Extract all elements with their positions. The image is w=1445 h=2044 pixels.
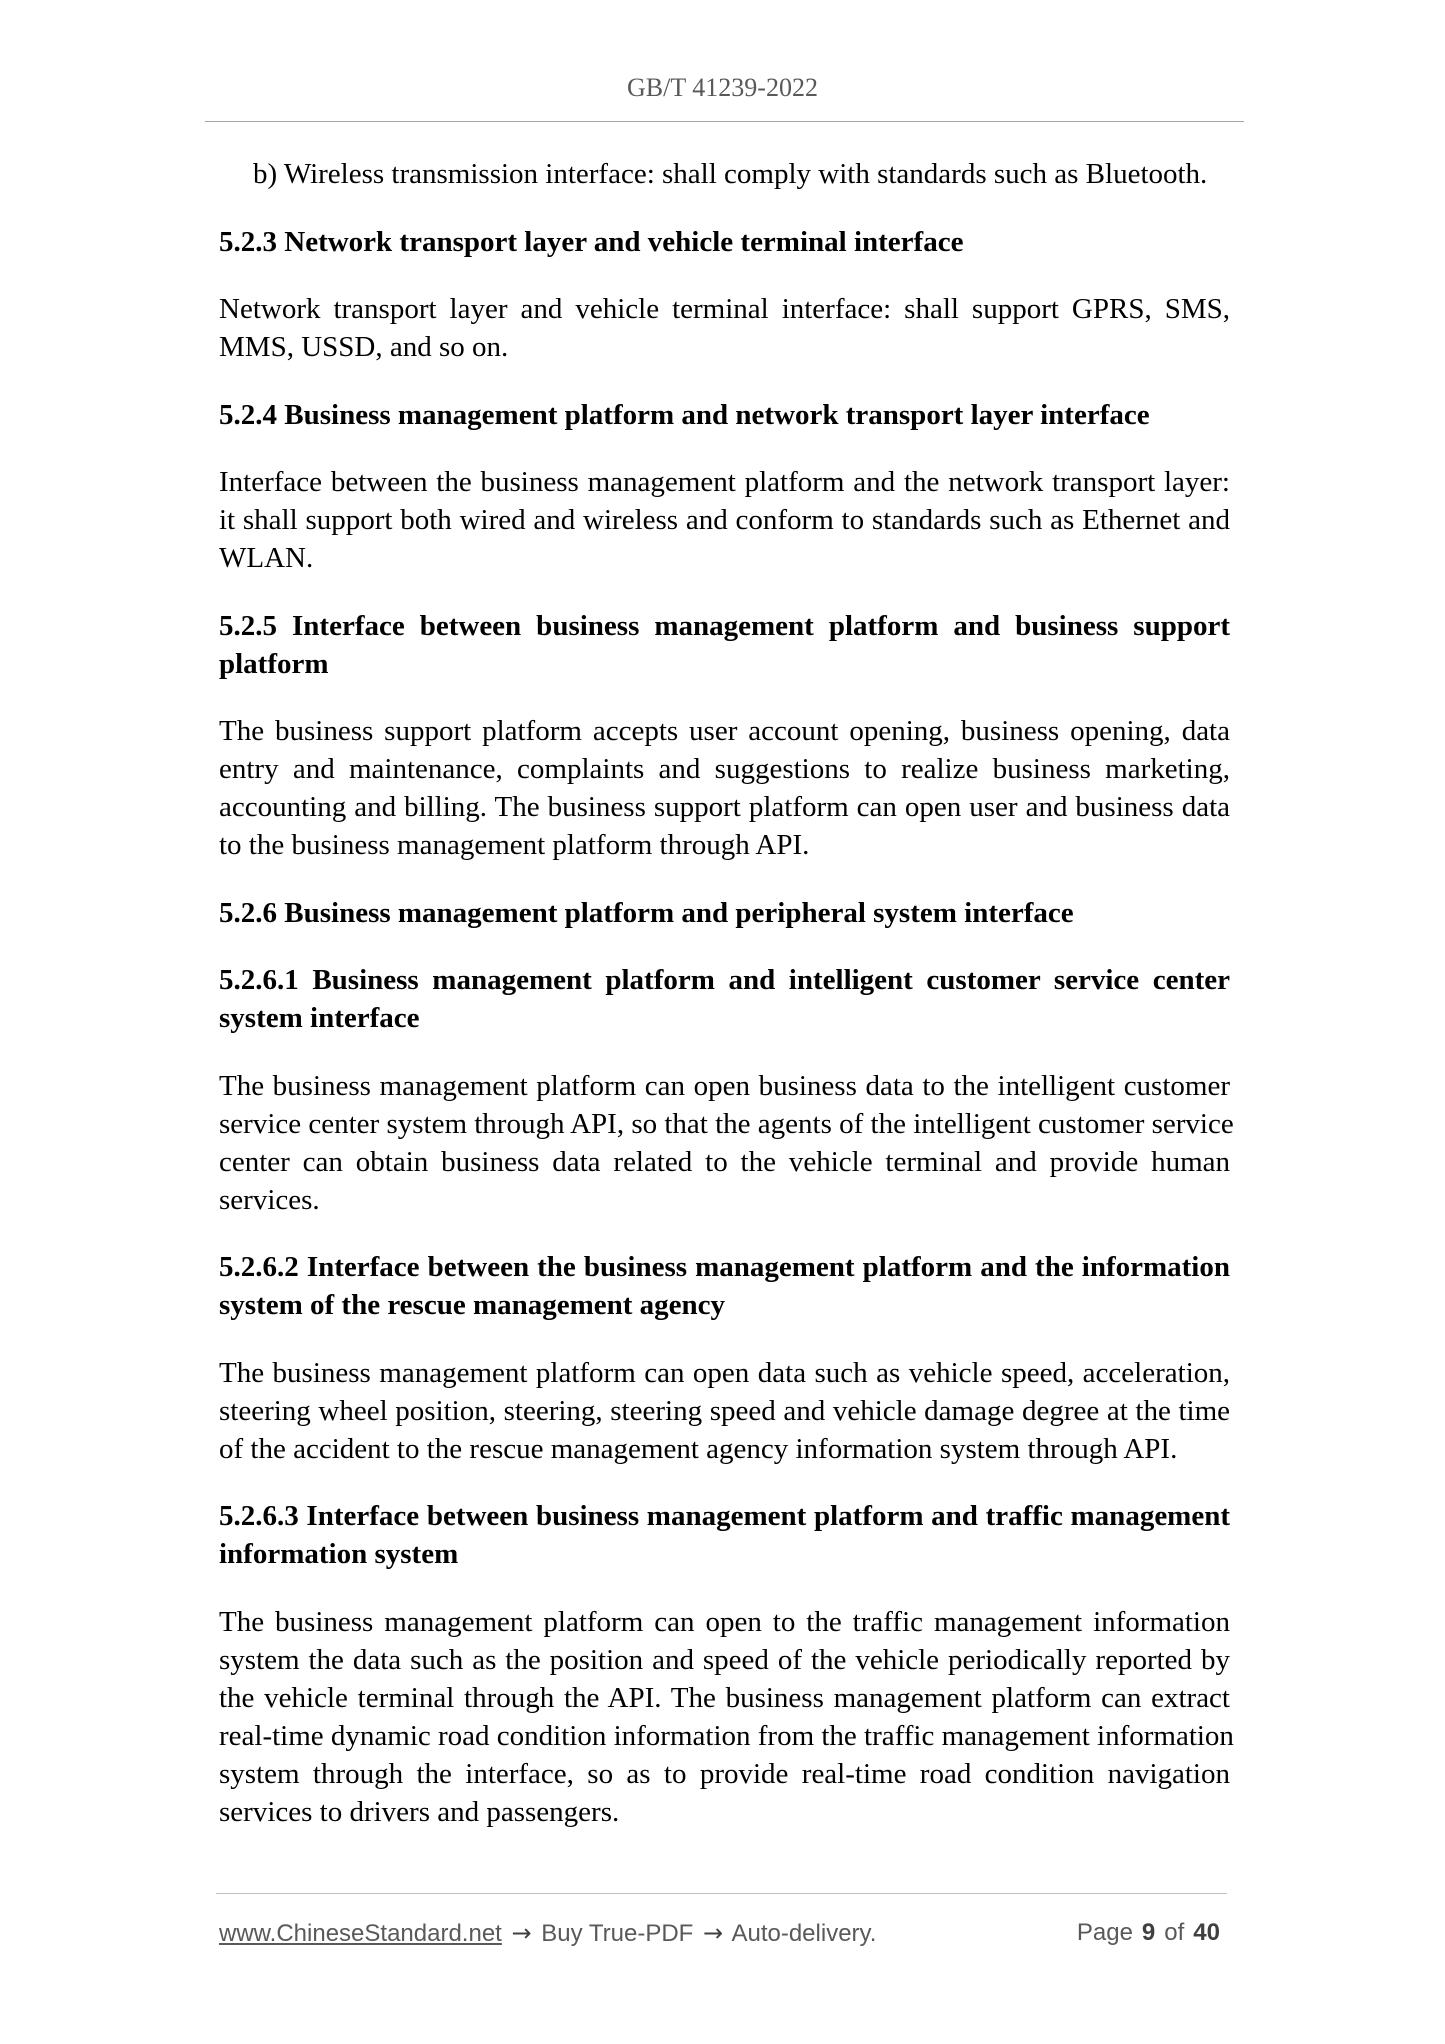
paragraph xyxy=(219,463,1230,577)
paragraph xyxy=(219,1067,1234,1219)
section-heading xyxy=(219,396,1230,434)
paragraph xyxy=(219,712,1230,864)
text-line: steering wheel position, steering, steering speed and vehicle damage degree at the time xyxy=(219,1394,1230,1427)
section-heading xyxy=(219,607,1230,683)
text-line: accounting and billing. The business support platform can open user and business data xyxy=(219,791,1230,823)
text-line: center can obtain business data related to the vehicle terminal and provide human xyxy=(219,1145,1230,1178)
text-line: MMS, USSD, and so on. xyxy=(219,331,509,363)
page-label: Page xyxy=(1076,1919,1133,1946)
text-line: system through the interface, so as to provide real-time road condition navigation xyxy=(219,1757,1230,1790)
list-item xyxy=(219,155,1230,193)
text-line: The business support platform accepts user account opening, business opening, data xyxy=(219,715,1230,747)
text-line: to the business management platform through API. xyxy=(219,829,810,861)
arrow-right-icon: → xyxy=(511,1919,532,1947)
section-heading xyxy=(219,1248,1230,1324)
text-line: services to drivers and passengers. xyxy=(219,1795,620,1828)
text-line: it shall support both wired and wireless and conform to standards such as Ethernet and xyxy=(219,504,1230,536)
section-heading xyxy=(219,1497,1230,1573)
paragraph xyxy=(219,290,1230,366)
document-body xyxy=(219,155,1234,1860)
header-divider xyxy=(205,121,1244,122)
heading-line: information system xyxy=(219,1538,459,1570)
text-line: real-time dynamic road condition information from the traffic management information xyxy=(219,1719,1234,1752)
arrow-right-icon: → xyxy=(703,1919,724,1947)
page-counter xyxy=(1077,1918,1220,1948)
footer-divider xyxy=(216,1893,1227,1894)
document-number-header: GB/T 41239-2022 xyxy=(627,73,818,102)
text-line: WLAN. xyxy=(219,542,314,574)
text-line: Interface between the business management platform and the network transport layer: xyxy=(219,466,1230,498)
heading-line: 5.2.6.3 Interface between business management platform and traffic management xyxy=(219,1500,1230,1532)
heading-line: platform xyxy=(219,647,329,680)
text-line: of the accident to the rescue management agency information system through API. xyxy=(219,1432,1178,1465)
heading-line: 5.2.6.2 Interface between the business management platform and the information xyxy=(219,1251,1230,1283)
section-heading xyxy=(219,961,1230,1037)
heading-line: 5.2.3 Network transport layer and vehicle terminal interface xyxy=(219,225,964,258)
section-heading xyxy=(219,894,1230,932)
heading-line: 5.2.5 Interface between business management platform and business support xyxy=(219,609,1230,642)
paragraph xyxy=(219,1603,1234,1831)
heading-line: 5.2.6 Business management platform and peripheral system interface xyxy=(219,896,1074,929)
text-line: b) Wireless transmission interface: shall comply with standards such as Bluetooth. xyxy=(253,158,1208,190)
of-label: of xyxy=(1164,1919,1185,1946)
text-line: services. xyxy=(219,1183,320,1216)
text-line: The business management platform can open to the traffic management information xyxy=(219,1605,1230,1638)
text-line: service center system through API, so that the agents of the intelligent customer service xyxy=(219,1107,1234,1140)
text-line: The business management platform can open business data to the intelligent customer xyxy=(219,1069,1230,1102)
website-link[interactable]: www.ChineseStandard.net xyxy=(219,1920,502,1947)
text-line: the vehicle terminal through the API. The business management platform can extract xyxy=(219,1681,1230,1714)
heading-line: system interface xyxy=(219,1002,420,1034)
heading-line: system of the rescue management agency xyxy=(219,1289,726,1321)
text-line: entry and maintenance, complaints and suggestions to realize business marketing, xyxy=(219,753,1230,785)
heading-line: 5.2.4 Business management platform and network transport layer interface xyxy=(219,398,1150,431)
auto-delivery-text: Auto-delivery. xyxy=(731,1920,877,1947)
current-page-number: 9 xyxy=(1141,1919,1156,1946)
heading-line: 5.2.6.1 Business management platform and intelligent customer service center xyxy=(219,964,1230,996)
text-line: system the data such as the position and speed of the vehicle periodically reported by xyxy=(219,1643,1230,1676)
buy-pdf-text: Buy True-PDF xyxy=(541,1920,694,1947)
footer-promo xyxy=(219,1918,876,1949)
text-line: Network transport layer and vehicle terminal interface: shall support GPRS, SMS, xyxy=(219,293,1230,325)
section-heading xyxy=(219,223,1230,261)
total-page-number: 40 xyxy=(1193,1919,1220,1946)
text-line: The business management platform can open data such as vehicle speed, acceleration, xyxy=(219,1356,1230,1389)
paragraph xyxy=(219,1354,1230,1468)
